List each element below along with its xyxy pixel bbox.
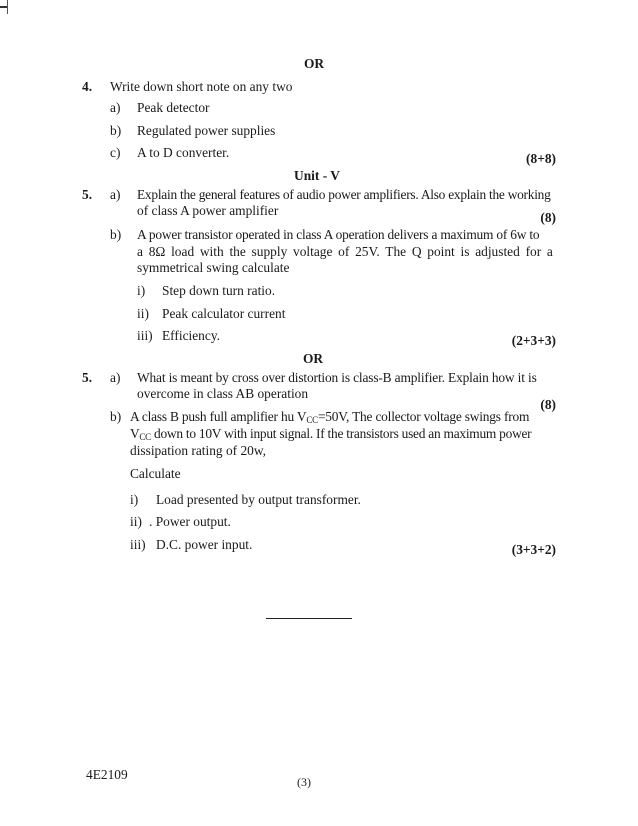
q5b-sub-label: ii) <box>130 514 142 529</box>
scan-edge-line <box>7 0 8 14</box>
page-number: (3) <box>297 775 311 789</box>
q5a-part-b-line: A power transistor operated in class A operation delivers a maximum of 6w to <box>137 227 540 242</box>
q5b-part-a-line: overcome in class AB operation <box>137 386 309 401</box>
q5b-marks: (3+3+2) <box>511 542 556 557</box>
q5b-sub-label: i) <box>130 492 139 507</box>
end-divider <box>266 618 352 619</box>
q5a-sub-text: Peak calculator current <box>162 306 286 321</box>
q5a-part-b-line: a 8Ω load with the supply voltage of 25V. The Q point is adjusted for a <box>137 244 553 259</box>
q4-marks: (8+8) <box>526 151 556 166</box>
q4-item-text: Peak detector <box>137 100 210 115</box>
q5b-part-a-line: What is meant by cross over distortion is class-B amplifier. Explain how it is <box>137 370 537 385</box>
q4-number: 4. <box>82 79 93 94</box>
q5a-sub-label: i) <box>137 283 146 298</box>
q5b-part-b-line: $V_{CC}$ down to 10V with input signal. If the transistors used an maximum power <box>130 426 532 442</box>
q4-item-text: A to D converter. <box>137 145 230 160</box>
q5a-part-a-line: of class A power amplifier <box>137 203 279 218</box>
q4-item-label: c) <box>110 145 121 160</box>
unit-title: Unit - V <box>294 168 340 183</box>
paper-code: 4E2109 <box>86 767 128 782</box>
or-heading-mid: OR <box>302 351 324 366</box>
q5a-sub-label: ii) <box>137 306 149 321</box>
q5a-part-a-line: Explain the general features of audio power amplifiers. Also explain the working <box>137 187 551 202</box>
q5a-marks: (2+3+3) <box>511 333 556 348</box>
q4-item-label: b) <box>110 123 122 138</box>
q5b-sub-text: D.C. power input. <box>156 537 253 552</box>
q5-number: 5. <box>82 370 93 385</box>
q5a-sub-text: Step down turn ratio. <box>162 283 276 298</box>
q5b-sub-text: . Power output. <box>149 514 231 529</box>
q5b-part-label: a) <box>110 370 121 385</box>
q5a-part-a-marks: (8) <box>540 210 556 225</box>
q5a-part-label: b) <box>110 227 122 242</box>
q5a-part-b-line: symmetrical swing calculate <box>137 260 290 275</box>
q4-item-label: a) <box>110 100 121 115</box>
q5b-sub-label: iii) <box>130 537 146 552</box>
q5b-calculate: Calculate <box>130 466 181 481</box>
q4-item-text: Regulated power supplies <box>137 123 276 138</box>
q5a-part-label: a) <box>110 187 121 202</box>
q5b-part-b-line: dissipation rating of 20w, <box>130 443 266 458</box>
q5b-part-label: b) <box>110 409 122 424</box>
q4-text: Write down short note on any two <box>110 79 293 94</box>
or-heading-top: OR <box>303 56 325 71</box>
q5b-part-b-line: A class B push full amplifier hu $V_{CC}=50V$, The collector voltage swings from <box>130 409 530 425</box>
q5a-sub-text: Efficiency. <box>162 328 220 343</box>
q5b-part-a-marks: (8) <box>540 397 556 412</box>
q5-number: 5. <box>82 187 93 202</box>
q5b-sub-text: Load presented by output transformer. <box>156 492 361 507</box>
q5a-sub-label: iii) <box>137 328 153 343</box>
